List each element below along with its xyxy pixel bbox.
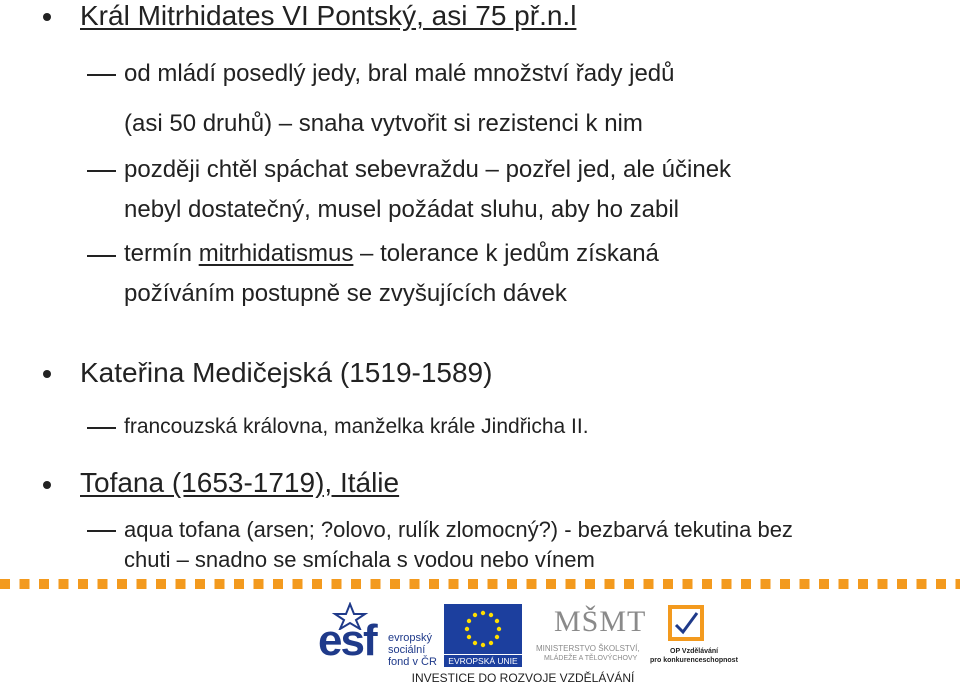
- esf-logo: [318, 602, 438, 668]
- dash-4: [87, 427, 116, 429]
- item2-title: Kateřina Medičejská (1519-1589): [80, 357, 493, 388]
- bullet-1: [43, 13, 51, 21]
- op-line1: OP Vzdělávání: [670, 648, 719, 655]
- dash-5: [87, 530, 116, 532]
- item1-sub2-line1: později chtěl spáchat sebevraždu – pozřel jed, ale účinek: [124, 156, 732, 183]
- op-logo-icon: [664, 603, 708, 645]
- bullet-3: [43, 481, 51, 489]
- msmt-line1: MINISTERSTVO ŠKOLSTVÍ,: [536, 644, 640, 653]
- term-mitrhidatismus: mitrhidatismus: [198, 240, 354, 267]
- dash-3: [87, 255, 116, 257]
- msmt-mark: MŠMT: [554, 605, 647, 638]
- dash-1: [87, 74, 116, 76]
- esf-text-2: sociální: [388, 644, 426, 656]
- esf-text-1: evropský: [388, 632, 433, 644]
- eu-flag-logo: [444, 604, 526, 666]
- esf-text-3: fond v ČR: [388, 656, 437, 668]
- item1-sub3-line1: [124, 240, 659, 268]
- item3-sub1-line1: aqua tofana (arsen; ?olovo, rulík zlomocný?) - bezbarvá tekutina bez: [124, 517, 793, 542]
- item1-title: Král Mitrhidates VI Pontský, asi 75 př.n.l: [80, 0, 577, 31]
- item1-sub2-line2: nebyl dostatečný, musel požádat sluhu, aby ho zabil: [124, 196, 680, 223]
- orange-dotted-divider: [0, 579, 960, 589]
- esf-letters: esf: [318, 616, 376, 665]
- sub3-rest: – tolerance k jedům získaná: [353, 240, 659, 267]
- msmt-logo: [534, 604, 647, 666]
- item3-sub1-line2: chuti – snadno se smíchala s vodou nebo vínem: [124, 547, 595, 572]
- op-line2: pro konkurenceschopnost: [650, 657, 738, 664]
- eu-label: EVROPSKÁ UNIE: [444, 655, 522, 667]
- item2-sub1: francouzská královna, manželka krále Jindřicha II.: [124, 415, 589, 438]
- item1-sub1-line2: (asi 50 druhů) – snaha vytvořit si rezistenci k nim: [124, 110, 643, 137]
- item1-sub1-line1: od mládí posedlý jedy, bral malé množství řady jedů: [124, 60, 675, 87]
- item1-sub3-line2: požíváním postupně se zvyšujících dávek: [124, 280, 567, 307]
- footer-tagline: INVESTICE DO ROZVOJE VZDĚLÁVÁNÍ: [411, 671, 635, 685]
- sub3-prefix: termín: [124, 240, 199, 267]
- op-vk-logo: [648, 603, 738, 667]
- bullet-2: [43, 370, 51, 378]
- item3-title: Tofana (1653-1719), Itálie: [80, 467, 400, 498]
- dash-2: [87, 170, 116, 172]
- eu-flag-icon: [444, 604, 522, 654]
- msmt-line2: MLÁDEŽE A TĚLOVÝCHOVY: [544, 655, 638, 662]
